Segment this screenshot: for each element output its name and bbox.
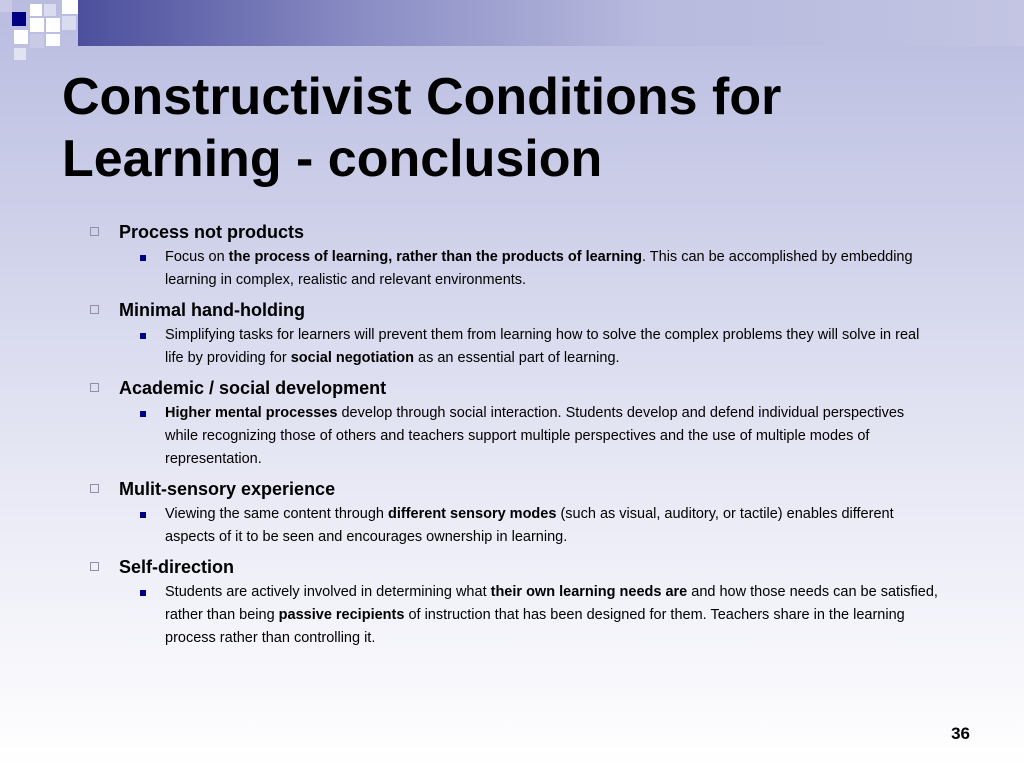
detail-emphasis: the process of learning, rather than the products of learning [228,249,642,265]
filled-square-bullet-icon [140,512,146,518]
detail-emphasis: passive recipients [278,607,405,623]
hollow-square-bullet-icon [90,305,99,314]
slide-title-line-2: Learning - conclusion [62,130,603,188]
detail-emphasis: social negotiation [290,350,414,366]
section-heading [90,477,940,501]
section-heading-text: Process not products [119,222,305,242]
corner-squares-decoration [0,0,90,70]
filled-square-bullet-icon [140,590,146,596]
detail-text: of instruction that has been designed for them. Teachers share in the learning process rather than controlling it. [165,607,905,646]
detail-text: develop through social interaction. Students develop and defend individual perspectives while recognizing those of others and teachers support multiple perspectives and the use of multiple modes of representation. [165,405,905,467]
hollow-square-bullet-icon [90,383,99,392]
header-gradient-banner [78,0,1024,46]
bullet-list [90,220,940,656]
filled-square-bullet-icon [140,411,146,417]
filled-square-bullet-icon [140,333,146,339]
detail-emphasis: different sensory modes [388,506,557,522]
hollow-square-bullet-icon [90,227,99,236]
hollow-square-bullet-icon [90,562,99,571]
section-detail [165,581,940,650]
detail-text: . This can be accomplished by embedding learning in complex, realistic and relevant environments. [165,249,913,288]
section-heading-text: Academic / social development [119,378,387,398]
detail-emphasis: their own learning needs are [490,584,688,600]
section-heading [90,298,940,322]
section-heading-text: Mulit-sensory experience [119,479,336,499]
slide-title-line-1: Constructivist Conditions for [62,68,782,126]
section-heading [90,220,940,244]
section-heading [90,376,940,400]
detail-text: (such as visual, auditory, or tactile) enables different aspects of it to be seen and encourages ownership in learning. [165,506,894,545]
section-heading-text: Self-direction [119,557,235,577]
detail-text: and how those needs can be satisfied, rather than being [165,584,938,623]
section-detail [165,324,940,370]
detail-text: as an essential part of learning. [414,350,620,366]
detail-text: Focus on [165,249,229,265]
detail-text: Viewing the same content through [165,506,389,522]
section-detail [165,402,940,471]
page-number: 36 [951,724,970,743]
section-heading [90,555,940,579]
section-heading-text: Minimal hand-holding [119,300,305,320]
section-detail [165,503,940,549]
detail-emphasis: Higher mental processes [165,405,338,421]
detail-text: Students are actively involved in determining what [165,584,491,600]
section-detail [165,246,940,292]
slide-title [62,66,982,190]
hollow-square-bullet-icon [90,484,99,493]
detail-text: Simplifying tasks for learners will prevent them from learning how to solve the complex problems they will solve in real life by providing for [165,327,920,366]
filled-square-bullet-icon [140,255,146,261]
